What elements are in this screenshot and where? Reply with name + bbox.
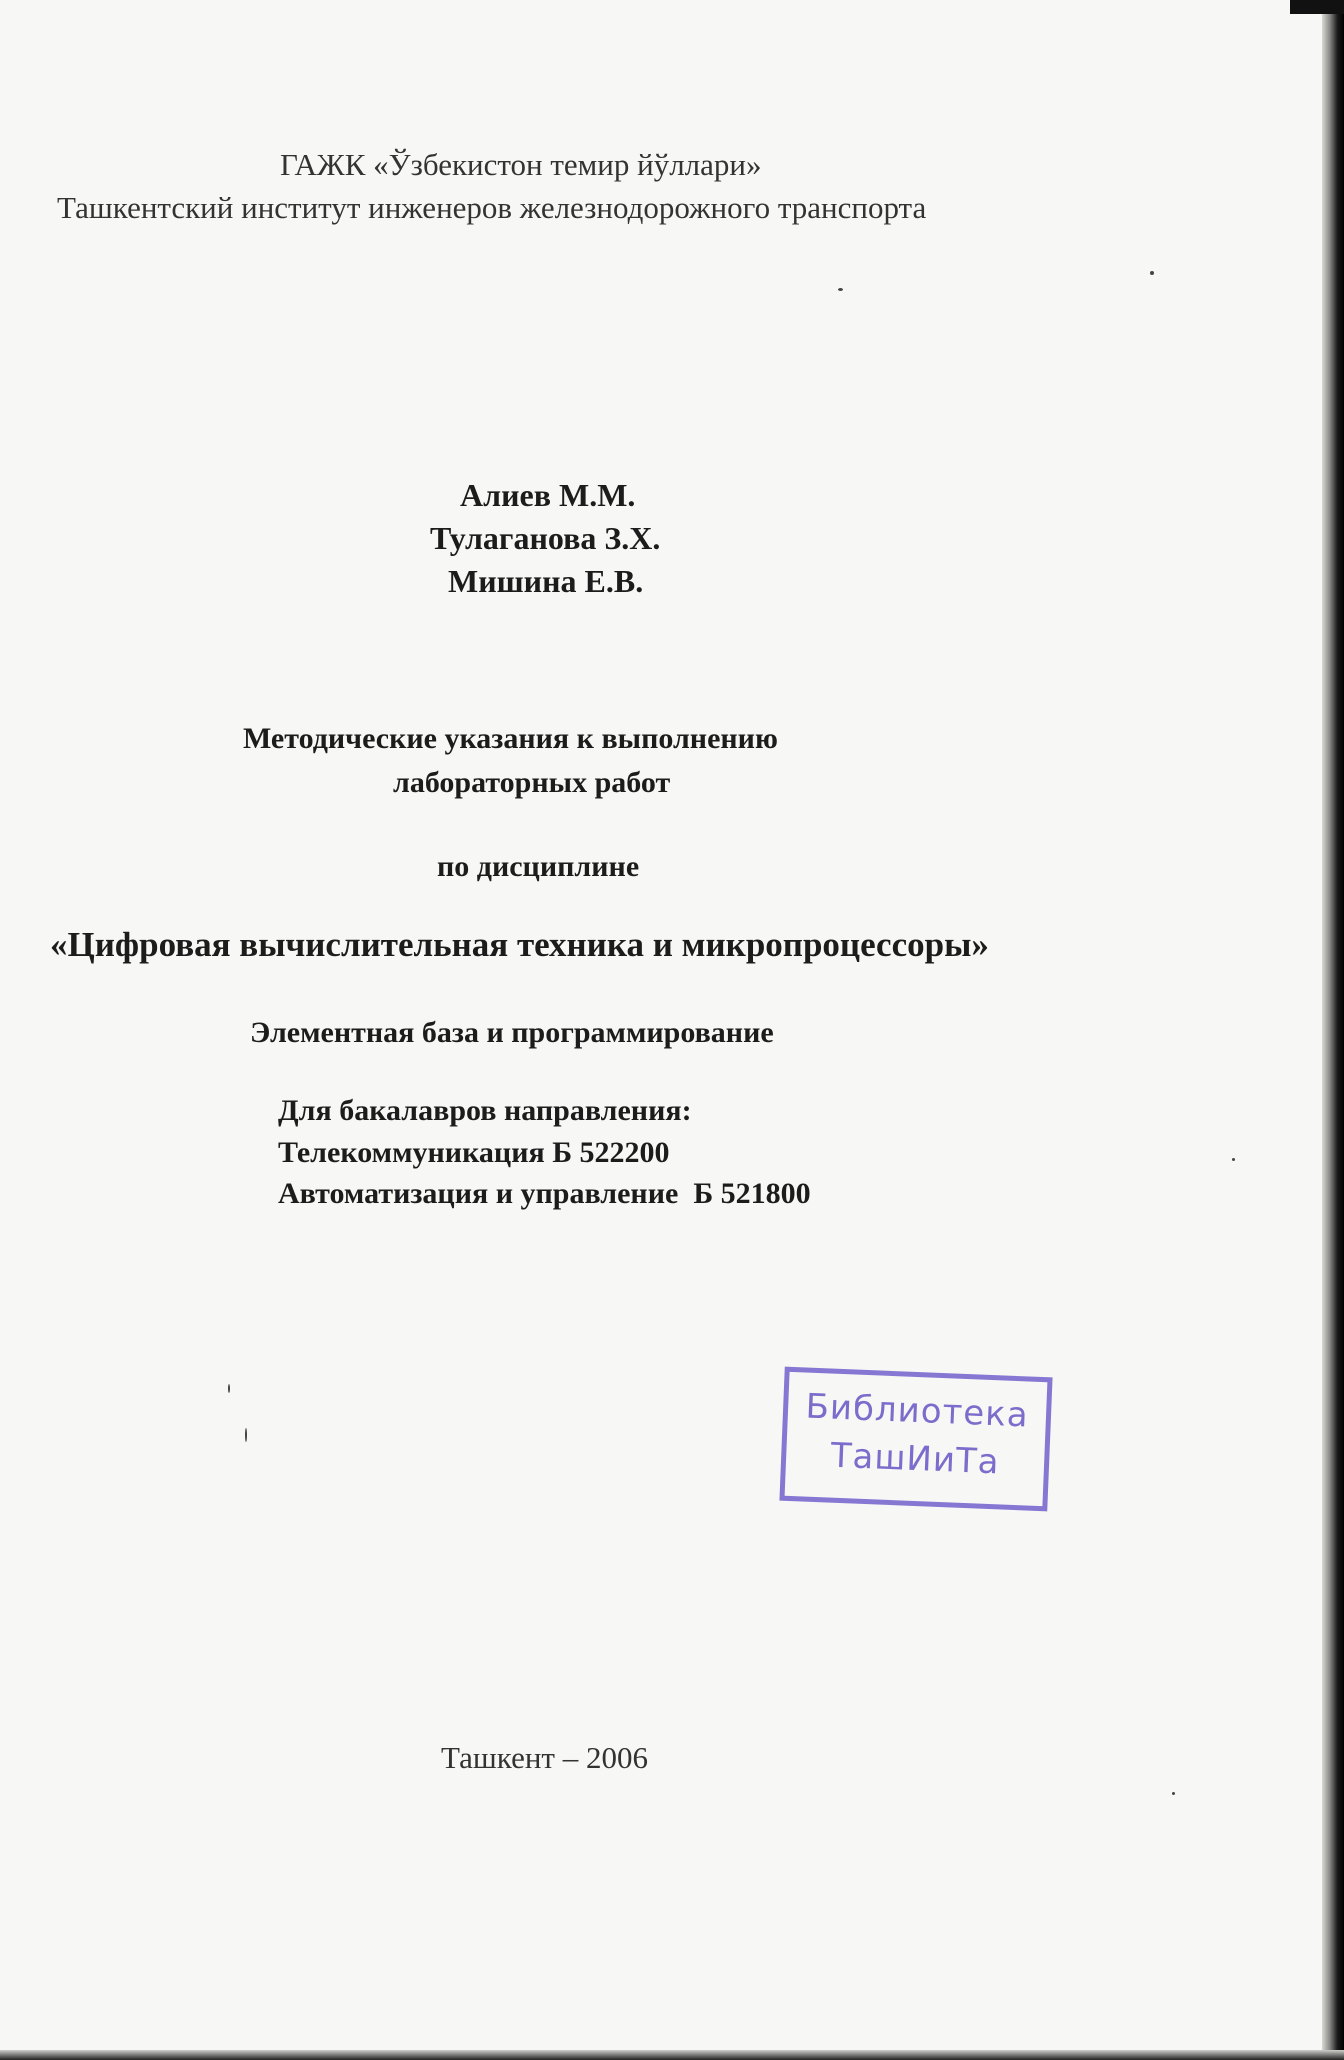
library-stamp [779,1367,1052,1512]
scan-speck [1172,1792,1175,1795]
scan-edge-corner [1290,0,1344,14]
organization-name: ГАЖК «Ўзбекистон темир йўллари» [280,147,762,182]
scan-edge-bottom [0,2050,1344,2060]
author-2: Тулаганова З.Х. [430,520,661,556]
discipline-prefix: по дисциплине [437,850,640,883]
scan-speck [1150,271,1154,275]
author-3: Мишина Е.В. [448,563,644,599]
scan-edge-right [1322,0,1344,2060]
document-type-line-2: лабораторных работ [393,766,671,799]
stamp-line-2: ТашИиТа [830,1435,1001,1483]
discipline-title: «Цифровая вычислительная техника и микропроцессоры» [50,925,989,964]
subtitle: Элементная база и программирование [250,1016,774,1049]
audience-heading: Для бакалавров направления: [278,1094,692,1127]
stamp-line-1: Библиотека [804,1386,1030,1436]
scan-speck [1232,1158,1235,1161]
document-type-line-1: Методические указания к выполнению [243,722,778,755]
author-1: Алиев М.М. [460,477,636,513]
scan-speck [838,288,843,291]
place-and-year: Ташкент – 2006 [441,1740,648,1775]
scan-speck [228,1384,230,1393]
scan-speck [245,1428,247,1442]
program-telecommunication: Телекоммуникация Б 522200 [278,1136,670,1169]
institute-name: Ташкентский институт инженеров железнодорожного транспорта [57,190,927,225]
program-automation: Автоматизация и управление Б 521800 [278,1177,811,1210]
